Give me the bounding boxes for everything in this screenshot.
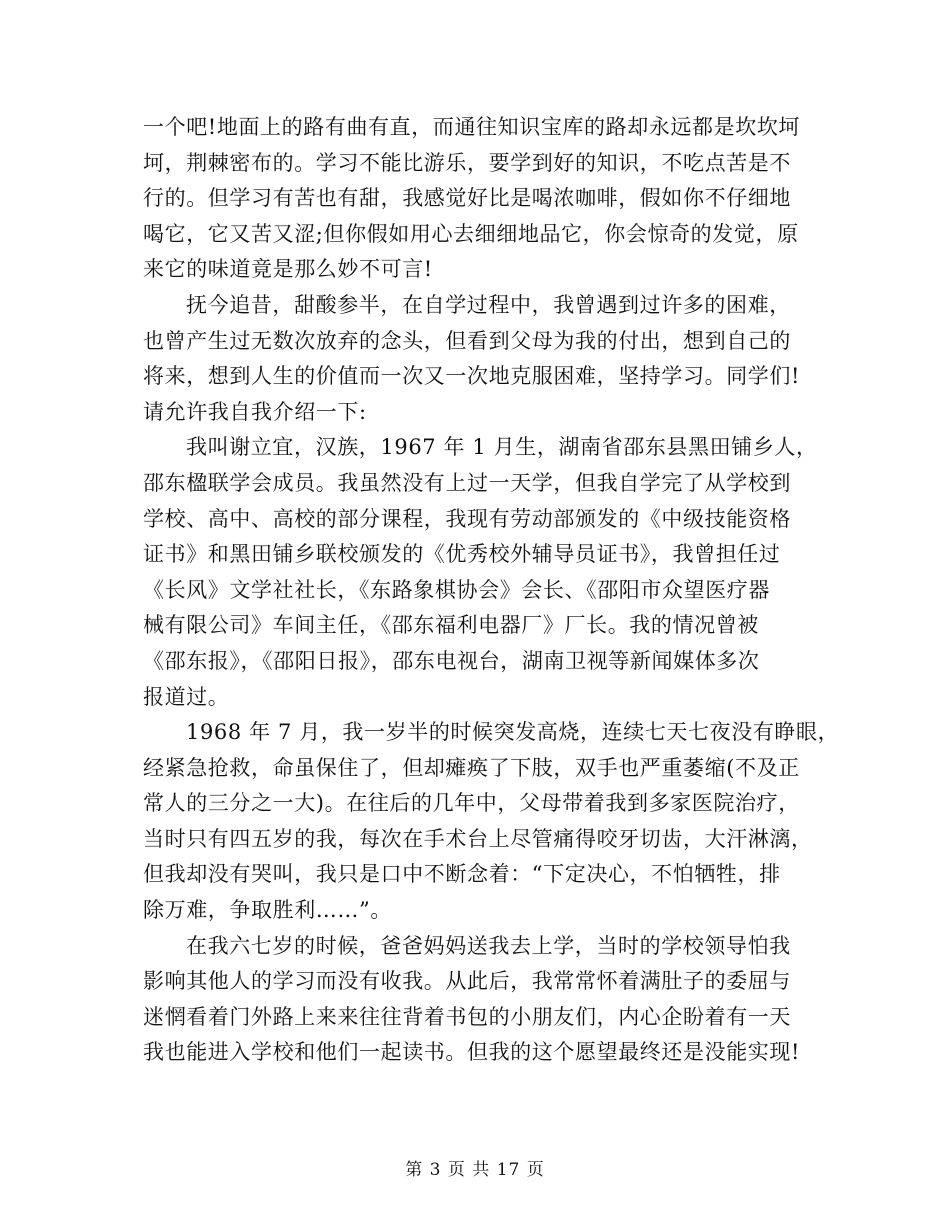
text-line: 迷惘看着门外路上来来往往背着书包的小朋友们，内心企盼着有一天	[143, 1004, 791, 1029]
text-line: 坷，荆棘密布的。学习不能比游乐，要学到好的知识，不吃点苦是不	[143, 150, 791, 175]
text-line: 影响其他人的学习而没有收我。从此后，我常常怀着满肚子的委屈与	[143, 969, 791, 994]
text-line: 械有限公司》车间主任，《邵东福利电器厂》厂长。我的情况曾被	[143, 613, 759, 638]
text-line: 但我却没有哭叫，我只是口中不断念着：“下定决心，不怕牺牲，排	[143, 862, 781, 887]
text-line: 邵东楹联学会成员。我虽然没有上过一天学，但我自学完了从学校到	[143, 470, 791, 495]
text-line: 抚今追昔，甜酸参半，在自学过程中，我曾遇到过许多的困难，	[186, 292, 791, 317]
page-number-footer: 第 3 页 共 17 页	[405, 1160, 545, 1180]
paragraph	[143, 929, 813, 1071]
text-line: 行的。但学习有苦也有甜，我感觉好比是喝浓咖啡，假如你不仔细地	[143, 186, 791, 211]
text-line: 我叫谢立宜，汉族，1967 年 1 月生，湖南省邵东县黑田铺乡人，	[186, 435, 818, 460]
text-line: 也曾产生过无数次放弃的念头，但看到父母为我的付出，想到自己的	[143, 328, 791, 353]
text-line: 来它的味道竟是那么妙不可言!	[143, 257, 433, 282]
text-line: 我也能进入学校和他们一起读书。但我的这个愿望最终还是没能实现!	[143, 1040, 801, 1065]
text-line: 1968 年 7 月，我一岁半的时候突发高烧，连续七天七夜没有睁眼，	[186, 720, 840, 745]
text-line: 请允许我自我介绍一下:	[143, 399, 367, 424]
document-body	[143, 110, 840, 1071]
text-line: 学校、高中、高校的部分课程，我现有劳动部颁发的《中级技能资格	[143, 506, 791, 531]
text-line: 除万难，争取胜利……”。	[143, 898, 392, 923]
paragraph	[143, 715, 840, 929]
text-line: 《长风》文学社社长，《东路象棋协会》会长、《邵阳市众望医疗器	[143, 577, 770, 602]
text-line: 报道过。	[143, 684, 230, 709]
text-line: 证书》和黑田铺乡联校颁发的《优秀校外辅导员证书》，我曾担任过	[143, 542, 781, 567]
text-line: 将来，想到人生的价值而一次又一次地克服困难，坚持学习。同学们!	[143, 364, 801, 389]
text-line: 经紧急抢救，命虽保住了，但却瘫痪了下肢，双手也严重萎缩(不及正	[143, 755, 800, 780]
paragraph	[143, 110, 813, 288]
paragraph	[143, 288, 813, 430]
paragraph	[143, 430, 818, 715]
text-line: 喝它，它又苦又涩;但你假如用心去细细地品它，你会惊奇的发觉，原	[143, 221, 799, 246]
text-line: 一个吧!地面上的路有曲有直，而通往知识宝库的路却永远都是坎坎坷	[143, 115, 801, 139]
text-line: 《邵东报》，《邵阳日报》，邵东电视台，湖南卫视等新闻媒体多次	[143, 648, 760, 673]
text-line: 常人的三分之一大)。在往后的几年中，父母带着我到多家医院治疗，	[143, 791, 800, 816]
text-line: 当时只有四五岁的我，每次在手术台上尽管痛得咬牙切齿，大汗淋漓，	[143, 826, 813, 851]
text-line: 在我六七岁的时候，爸爸妈妈送我去上学，当时的学校领导怕我	[186, 933, 791, 958]
